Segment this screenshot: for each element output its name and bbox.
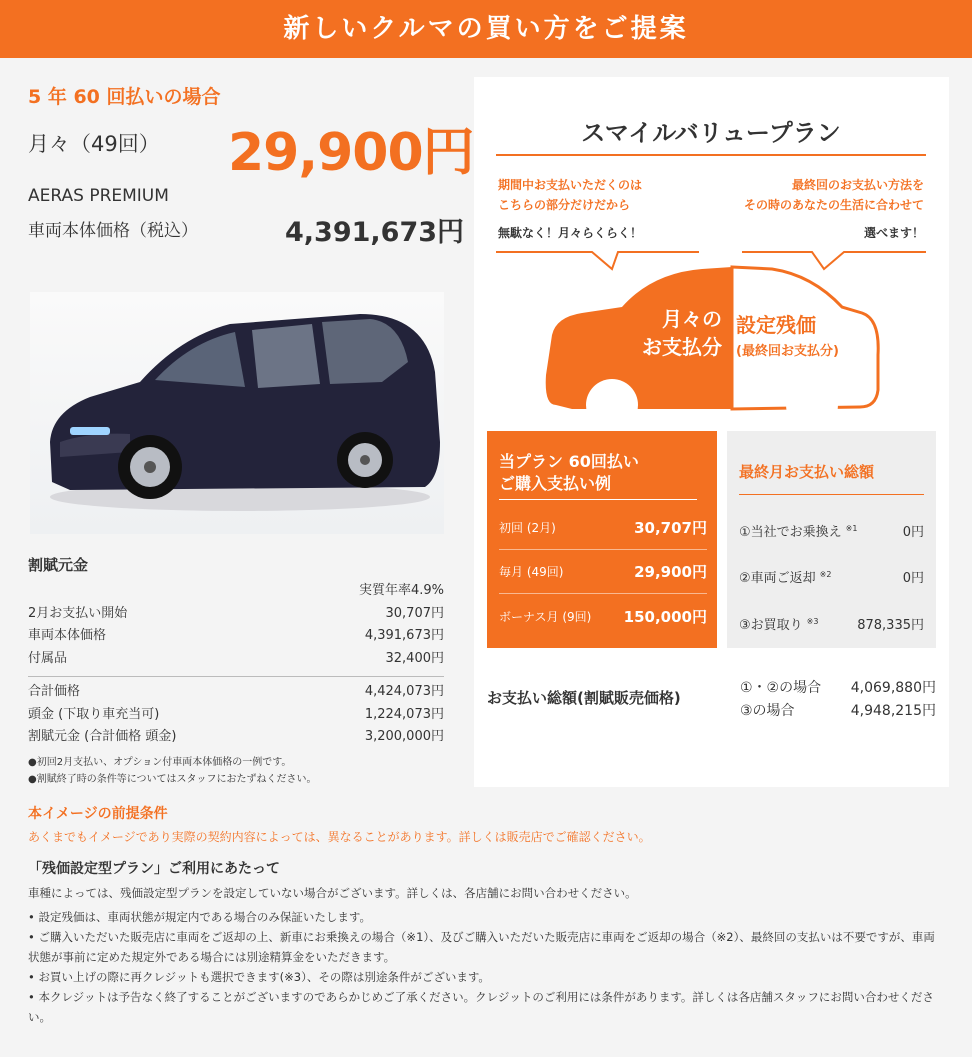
model-name: AERAS PREMIUM — [28, 186, 169, 206]
row-note: ※2 — [819, 569, 832, 579]
body-price-label: 車両本体価格（税込） — [28, 221, 198, 241]
plan-usage-line: • 本クレジットは予告なく終了することがございますのであらかじめご了承ください。クレジットのご利用には条件があります。詳しくは各店舗スタッフにお問い合わせください。 — [28, 990, 934, 1024]
smile-value-plan-panel — [474, 77, 949, 787]
title-line: ご購入支払い例 — [499, 474, 612, 493]
table-row — [28, 625, 444, 648]
row-value: 30,707円 — [634, 519, 707, 537]
row-value: 4,424,073円 — [364, 684, 444, 699]
divider — [28, 676, 444, 677]
row-label — [739, 567, 831, 586]
table-row — [739, 567, 924, 586]
row-label: 初回 (2月) — [499, 521, 556, 535]
bubble-line: こちらの部分だけだから — [498, 198, 631, 212]
final-payment-title: 最終月お支払い総額 — [739, 461, 924, 495]
total-row-label: ①・②の場合 — [740, 680, 822, 696]
plan-usage-line: 車種によっては、残価設定型プランを設定していない場合がございます。詳しくは、各店舗にお問い合わせください。 — [28, 886, 637, 900]
row-label: ボーナス月 (9回) — [499, 609, 592, 624]
table-row — [739, 614, 924, 633]
conditions-title: 本イメージの前提条件 — [28, 806, 168, 822]
bubble-line: その時のあなたの生活に合わせて — [743, 198, 924, 212]
plan-usage-title: 「残価設定型プラン」ご利用にあたって — [28, 861, 280, 877]
table-row — [499, 550, 707, 594]
bubble-line: 無駄なく！月々らくらく！ — [498, 226, 643, 240]
page-banner: 新しいクルマの買い方をご提案 — [0, 0, 972, 58]
total-row-value: 4,069,880円 — [850, 680, 936, 696]
bubble-line: 期間中お支払いただくのは — [498, 178, 643, 192]
table-row — [28, 603, 444, 626]
row-value: 30,707円 — [385, 605, 444, 621]
car-right-label — [736, 309, 896, 359]
row-value: 29,900円 — [634, 563, 707, 581]
car-left-line: 月々の — [662, 307, 722, 331]
row-label: 毎月 (49回) — [499, 565, 564, 579]
row-label: 2月お支払い開始 — [28, 605, 128, 621]
purchase-example-title — [499, 451, 697, 500]
row-label — [739, 614, 818, 633]
final-payment-box — [727, 431, 936, 648]
bubble-line: 選べます！ — [863, 226, 924, 240]
row-label — [739, 521, 857, 540]
plan-usage-line: • 設定残価は、車両状態が規定内である場合のみ保証いたします。 — [28, 910, 372, 924]
table-row — [739, 521, 924, 540]
panel-title: スマイルバリュープラン — [496, 113, 926, 156]
table-row — [28, 704, 444, 727]
monthly-price: 29,900円 — [228, 123, 474, 183]
car-left-line: お支払分 — [642, 335, 722, 359]
row-label-text: ①当社でお乗換え — [739, 525, 842, 540]
financing-title: 割賦元金 — [28, 556, 89, 574]
row-value: 32,400円 — [385, 650, 444, 666]
row-value: 0円 — [902, 525, 924, 540]
plan-subtitle: 5 年 60 回払いの場合 — [28, 86, 221, 108]
row-value: 878,335円 — [857, 618, 924, 633]
plan-usage-line: • お買い上げの際に再クレジットも選択できます(※3）、その際は別途条件がございます。 — [28, 970, 490, 984]
row-label: 頭金 (下取り車充当可) — [28, 706, 160, 722]
note-item: ●初回2月支払い、オプション付車両本体価格の一例です。 — [28, 757, 292, 768]
car-image — [30, 292, 444, 534]
table-row — [499, 506, 707, 550]
row-value: 0円 — [902, 571, 924, 586]
row-note: ※3 — [806, 616, 819, 626]
row-label-text: ②車両ご返却 — [739, 571, 816, 586]
row-note: ※1 — [845, 523, 858, 533]
table-row — [499, 594, 707, 638]
row-value: 1,224,073円 — [364, 706, 444, 722]
conditions-text: あくまでもイメージであり実際の契約内容によっては、異なることがあります。詳しくは販売店でご確認ください。 — [28, 830, 651, 844]
plan-usage-body — [28, 883, 944, 1027]
row-label-text: ③お買取り — [739, 618, 803, 633]
body-price: 4,391,673円 — [285, 217, 465, 248]
financing-table — [28, 580, 444, 749]
row-label: 合計価格 — [28, 684, 81, 699]
row-label: 割賦元金 (合計価格 頭金) — [28, 729, 177, 744]
car-right-line: (最終回お支払分) — [736, 344, 839, 359]
car-left-label — [594, 305, 722, 361]
row-value: 4,391,673円 — [364, 628, 444, 643]
plan-usage-line: • ご購入いただいた販売店に車両をご返却の上、新車にお乗換えの場合（※1）、及びご購入いただいた販売店に車両をご返却の場合（※2）、最終回の支払いは不要ですが、車両状態が事前に定めた規定外である場合には別途精算金をいただきます。 — [28, 930, 935, 964]
table-row — [28, 726, 444, 749]
total-row — [740, 700, 936, 720]
total-row-value: 4,948,215円 — [850, 703, 936, 719]
row-label: 車両本体価格 — [28, 628, 107, 643]
title-line: 当プラン 60回払い — [499, 452, 639, 471]
financing-rate-row — [28, 580, 444, 603]
row-label: 付属品 — [28, 650, 68, 666]
row-value: 3,200,000円 — [364, 729, 444, 744]
table-row — [28, 648, 444, 671]
car-right-line: 設定残価 — [736, 313, 816, 337]
purchase-example-box — [487, 431, 717, 648]
total-row — [740, 677, 936, 697]
monthly-label: 月々（49回） — [28, 132, 160, 156]
total-row-label: ③の場合 — [740, 703, 795, 719]
total-payment-label: お支払い総額(割賦販売価格) — [487, 689, 681, 707]
row-value: 150,000円 — [623, 607, 707, 626]
note-item: ●割賦終了時の条件等についてはスタッフにおたずねください。 — [28, 774, 317, 785]
financing-rate: 実質年率4.9% — [358, 583, 444, 598]
bubble-line: 最終回のお支払い方法を — [791, 178, 924, 192]
table-row — [28, 681, 444, 704]
financing-notes — [28, 754, 317, 788]
